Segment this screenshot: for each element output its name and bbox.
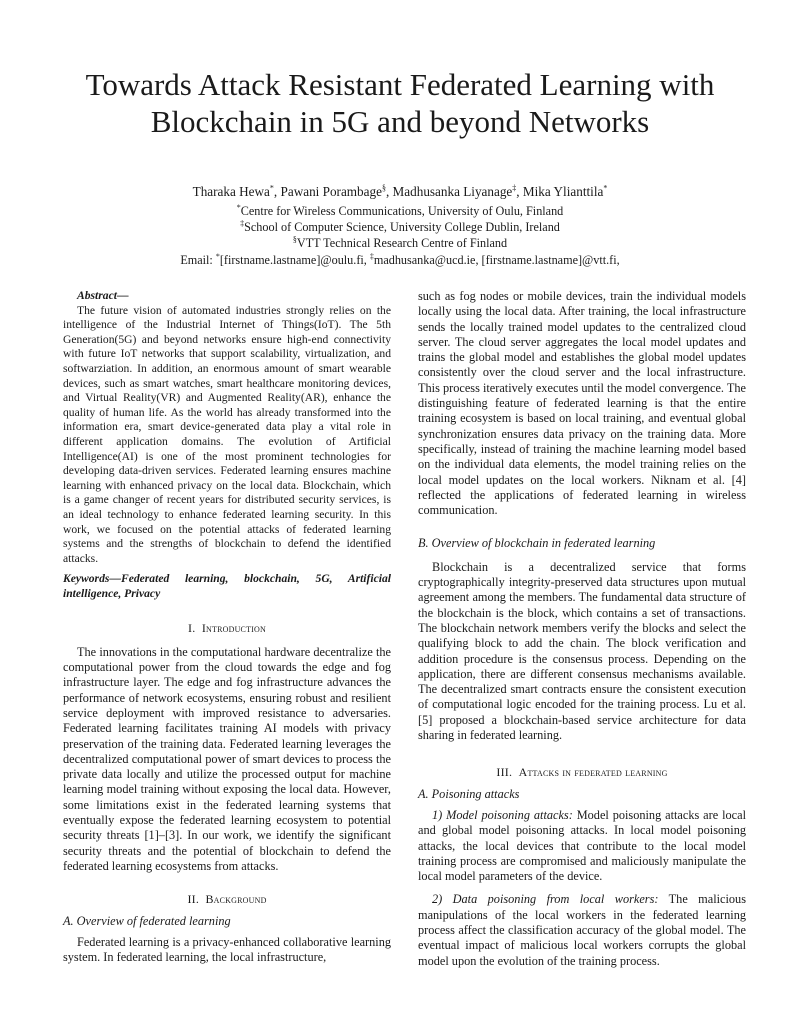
abstract-body: The future vision of automated industries strongly relies on the intelligence of the Industrial Internet of Things(IoT). The 5th Generation(5G) and beyond networks ensure high-end connectivity with future IoT networks that support scalability, virtualization, and softwarziation. In addition, an enormous amount of smart wearable devices, such as smart watches, smart healthcare monitoring devices, and Virtual Reality(VR) and Augmented Reality(AR), enhance the quality of human life. As the world has already transformed into the information era, smart device-generated data play a vital role in different application domains. The evolution of Artificial Intelligence(AI) is one of the most prominent technologies for developing data-driven services. Federated learning ensures machine learning with enhanced privacy on the local data. Blockchain, which is a game changer of recent years for distributed security services, is an ideal technology to enhance federated learning security. In this work, we focused on the potential attacks of federated learning systems and the strengths of blockchain to defend the identified attacks. — [63, 303, 391, 565]
affiliation-3-mark: § — [292, 234, 297, 244]
author-sep: , — [516, 184, 523, 199]
para-1-title: 1) Model poisoning attacks: — [432, 807, 573, 822]
affiliation-1 — [40, 204, 760, 219]
section-2-number: II. — [187, 892, 200, 907]
author-sep: , — [273, 184, 281, 199]
author-1-mark: * — [269, 183, 274, 193]
title-line-1: Towards Attack Resistant Federated Learning with — [85, 67, 715, 102]
section-3-title: Attacks in federated learning — [518, 765, 668, 780]
section-2-heading — [63, 892, 391, 907]
section-2a-body: Federated learning is a privacy-enhanced collaborative learning system. In federated learning, the local infrastructure, — [63, 934, 391, 965]
email-line — [40, 253, 760, 268]
section-3-heading — [418, 765, 746, 780]
section-3a-para-2 — [418, 892, 746, 968]
section-3-number: III. — [496, 765, 513, 780]
author-3: Madhusanka Liyanage — [392, 184, 513, 199]
email-1-mark: * — [215, 251, 220, 261]
right-column — [418, 289, 746, 969]
affiliation-1-mark: * — [236, 202, 241, 212]
affiliation-3-text: VTT Technical Research Centre of Finland — [296, 236, 508, 250]
title-line-2: Blockchain in 5G and beyond Networks — [150, 104, 650, 139]
para-2-body: The malicious manipulations of the local workers in the federated learning process affect the classification accuracy of the global model. The eventual impact of malicious local workers corrupts the global model upon the evolution of the training process. — [418, 892, 746, 968]
email-1: [firstname.lastname]@oulu.fi, — [219, 253, 370, 267]
author-4-mark: * — [603, 183, 608, 193]
affiliation-1-text: Centre for Wireless Communications, University of Oulu, Finland — [240, 204, 564, 218]
section-1-number: I. — [188, 621, 196, 636]
author-1: Tharaka Hewa — [192, 184, 270, 199]
author-2: Pawani Porambage — [280, 184, 382, 199]
paper-title — [40, 66, 760, 140]
section-3a-heading: A. Poisoning attacks — [418, 786, 520, 801]
section-2b-body: Blockchain is a decentralized service that forms cryptographically integrity-preserved data structures upon mutual agreement among the members. The fundamental data structure of the blockchain is the block, which contains a set of transactions. The blockchain network members verify the blocks and select the qualifying block to add the chain. The block verification and addition procedure is the consensus process. Depending on the application, there are different consensus mechanisms available. The decentralized smart contracts ensure the consistent execution of computational logic encoded for the training process. Lu et al. [5] proposed a blockchain-based service architecture for data sharing in federated learning. — [418, 559, 746, 743]
affiliation-2 — [40, 220, 760, 235]
author-list — [40, 184, 760, 200]
para-2-title: 2) Data poisoning from local workers: — [432, 892, 659, 907]
section-2-title: Background — [205, 892, 267, 907]
author-2-mark: § — [381, 183, 386, 193]
section-1-body: The innovations in the computational hardware decentralize the computational power from the cloud towards the edge and fog infrastructure layer. The edge and fog infrastructure advances the performance of network ecosystems, ensuring robust and resilient service deployment with improved resistance to adversaries. Federated learning facilitates training AI models with privacy preservation of the training data. Federated learning leverages the decentralized computational power of smart devices to process the private data locally and utilize the processed output for machine learning model training without exposing the local data. However, some limitations exist in the federated learning systems that eventually expose the federated learning ecosystem to potential security threats [1]–[3]. In our work, we identify the significant security threats and the potential of blockchain to defend the federated learning ecosystems from attacks. — [63, 644, 391, 873]
abstract-heading: Abstract— — [77, 289, 129, 302]
keywords: Keywords—Federated learning, blockchain, 5G, Artificial intelligence, Privacy — [63, 572, 391, 600]
affiliation-3 — [40, 236, 760, 251]
section-2a-continued: such as fog nodes or mobile devices, train the individual models locally using the local data. After training, the local infrastructure sends the locally trained model updates to the centralized cloud server. The cloud server aggregates the local model updates and trains the global model and establishes the global model updates consistently over the cloud server and the local infrastructure. This process iteratively executes until the model convergence. The distinguishing feature of federated learning is that the entire training ecosystem is based on local training, and eventual global synchronization ensures data privacy on the training data. More specifically, instead of training the machine learning model based on the individual data elements, the model training relies on the local model updates on the local workers. Niknam et al. [4] reflected the applications of federated learning in wireless communication. — [418, 289, 746, 518]
section-3a-para-1 — [418, 808, 746, 884]
left-column — [63, 289, 391, 965]
para-1-body: Model poisoning attacks are local and global model poisoning attacks. In local model poisoning attacks, the local devices that contribute to the local model training process are compromised and maliciously manipulate the local model parameters of the device. — [418, 807, 746, 884]
email-prefix: Email: — [180, 253, 216, 267]
affiliation-2-text: School of Computer Science, University College Dublin, Ireland — [244, 220, 560, 234]
author-3-mark: ‡ — [512, 183, 517, 193]
email-2-mark: ‡ — [369, 251, 374, 261]
email-2: madhusanka@ucd.ie, [firstname.lastname]@vtt.fi, — [373, 253, 620, 267]
author-sep: , — [385, 184, 393, 199]
section-2b-heading: B. Overview of blockchain in federated learning — [418, 536, 656, 551]
abstract-block — [63, 289, 391, 601]
affiliation-2-mark: ‡ — [240, 218, 245, 228]
section-1-title: Introduction — [201, 621, 266, 636]
section-1-heading — [63, 621, 391, 636]
author-4: Mika Ylianttila — [522, 184, 604, 199]
section-2a-heading: A. Overview of federated learning — [63, 913, 231, 928]
